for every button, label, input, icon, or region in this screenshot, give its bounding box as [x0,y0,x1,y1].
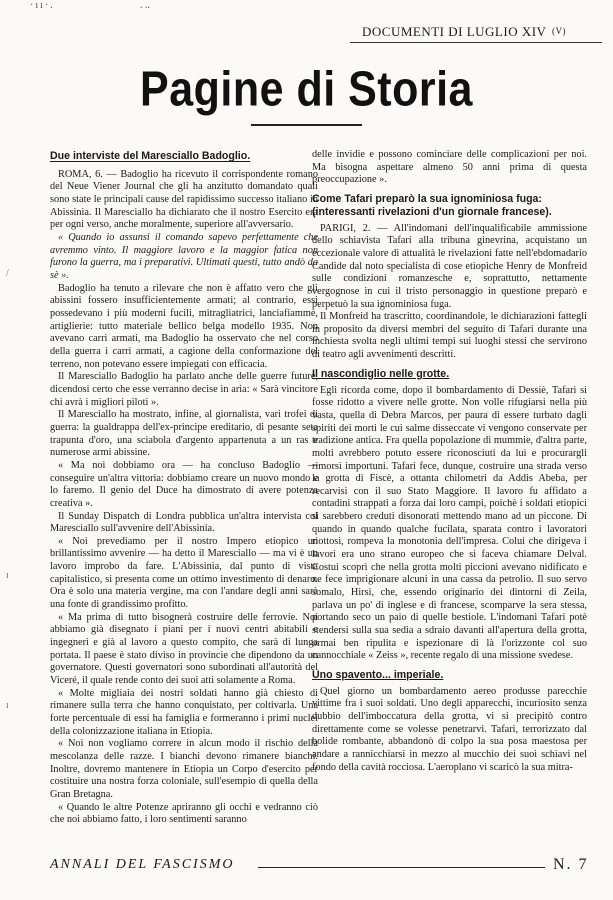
article-heading: Come Tafari preparò la sua ignominiosa fuga: (interessanti rivelazioni d'un giornale francese). [312,192,552,218]
continuation-paragraph: delle invidie e possono cominciare delle complicazioni per noi. Ma bisogna aspettare almeno 50 anni prima di questa preoccupazione ». [312,149,587,186]
subheading: Uno spavento... imperiale. [312,669,444,682]
paragraph: « Molte migliaia dei nostri soldati hanno già chiesto di rimanere sulla terra che hanno conquistato, per coltivarla. Una forte percentuale di essi ha famiglia e formeranno i primi nuclei della colonizzazione italiana in Etiopia. [50,687,318,737]
paragraph: Quel giorno un bombardamento aereo produsse parecchie vittime fra i suoi soldati. Uno degli apparecchi, incuriosito senza dubbio dell'imboccatura della grotta, vi si precipitò contro direttamente come se volesse penetrarvi. Tafari, terrorizzato dal bolide rombante, abbandonò di colpo la sua posa maestosa per andare a rannicchiarsi in mezzo al mucchio dei suoi schiavi nel fondo della cavità rocciosa. L'aeroplano vi scaricò la sua mitra- [312,685,587,773]
left-column [50,150,318,827]
quote-paragraph: « Quando io assunsi il comando sapevo perfettamente che avremmo vinto. Il maggiore lavoro e la maggior fatica non furono la guerra, ma i preparativi. Ultimati questi, tutto andò da sè ». [50,232,318,282]
paragraph: Badoglio ha tenuto a rilevare che non è affatto vero che gli abissini fossero insufficientemente armati; al contrario, essi possedevano i più moderni fucili, mitragliatrici, lanciafiamme, artiglierie: tutto materiale bellico belga modello 1935. Non avevano carri armati, ma Badoglio ha osservato che nel corso della guerra i carri armati, a cagione della conformazione del terreno, non potevano essere impiegati con efficacia. [50,282,318,370]
paragraph: ROMA, 6. — Badoglio ha ricevuto il corrispondente romano del Neue Viener Journal che gli ha anzitutto domandato quali sono state le principali cause del rapidissimo successo italiano in Abissinia. Il Maresciallo ha dichiarato che il nostro Esercito era per ogni verso, anche moralmente, superiore all'avversario. [50,168,318,231]
paragraph: « Ma noi dobbiamo ora — ha concluso Badoglio — conseguire un'altra vittoria: dobbiamo creare un nuovo mondo e lo faremo. Il genio del Duce ha dimostrato di avere potenza creativa ». [50,459,318,509]
running-header [362,24,600,40]
article-heading: Due interviste del Maresciallo Badoglio. [50,150,251,162]
paragraph: « Ma prima di tutto bisognerà costruire delle ferrovie. Noi abbiamo già disegnato i piani per i nuovi centri abitabili e ingegneri e già al lavoro a questo compito, che sarà di lunga portata. Il paese è stato diviso in provincie che dipendono da un governatore. Questi governatori sono subordinati all'autorità del Viceré, il quale rende conto dei suoi atti solamente a Roma. [50,611,318,687]
right-column [312,149,587,774]
paragraph: Il Maresciallo Badoglio ha parlato anche delle guerre future, dicendosi certo che esse verranno decise in aria: « Sarà vincitore chi avrà i migliori piloti ». [50,371,318,408]
paragraph: Il Sunday Dispatch di Londra pubblica un'altra intervista col Maresciallo sull'avvenire dell'Abissinia. [50,510,318,535]
scan-mark: . .. [140,0,150,11]
paragraph: PARIGI, 2. — All'indomani dell'inqualificabile ammissione dello schiavista Tafari alla tribuna ginevrina, acquistano un eccezionale valore di attualità le rivelazioni fatte nell'ebdomadario Candide dal noto specialista di cose etiopiche Henry de Monfreid sulle condizioni romanzesche e, soprattutto, nettamente vergognose in cui il tristo personaggio in questione preparò e perpetuò la sua ignominiosa fuga. [312,222,587,310]
publication-name: ANNALI DEL FASCISMO [50,857,235,872]
paragraph: Egli ricorda come, dopo il bombardamento di Dessiè, Tafari si fosse ridotto a vivere nelle grotte. Non volle rifugiarsi nella più vasta, quella di Debra Marcos, per paura di essere turbato dagli spiriti dei morti le cui salme disseccate vi vengono conservate per tradizione antica. Fra quella popolazione di mummie, d'altra parte, molti avrebbero potuto essere riconosciuti da lui e procurargli rimorsi importuni. Tafari fece, dunque, costruire una strada verso la grotta di Fiscè, a ottanta chilometri da Addis Abeba, per recarvisi con il suo Stato Maggiore. Il lavoro fu affidato a contadini strappati a forza dai loro campi, poichè i soldati etiopici si sarebbero creduti disonorati mettendo mano ad un piccone. Di quando in quando qualche fucilata, sparata contro i lavoratori riottosi, rompeva la monotonia dell'impresa. Colui che dirigeva i lavori era uno strano europeo che si faceva chiamare Delval. Costui scoprì che nella grotta molti piccioni avevano nidificato e ne fece imprigionare alcuni in una cassa da petrolio. Il suo servo somalo, Hirsi, che, essendo originario dei dintorni di Zeila, parlava un po' di inglese e di francese, scomparve la sera stessa, portando seco un paio di quelle bestiole. L'indomani Tafari potè stendersi sulla sua sedia a sdraio davanti all'apertura della grotta, ormai ben ripulita e ispezionare di là l'orizzonte col suo cannocchiale « Zeiss », recente regalo di una missione svedese. [312,384,587,662]
scan-mark: ·ıı·. [30,0,55,11]
page-number: N. 7 [553,856,589,873]
volume-number: (V) [551,26,566,36]
page-title: Pagine di Storia [140,62,473,118]
page-footer [50,857,603,873]
paragraph: « Noi prevediamo per il nostro Impero etiopico un brillantissimo avvenire — ha detto il Maresciallo — ma vi è un lavoro improbo da fare. L'Abissinia, dal punto di vista capitalistico, si presenta come un ottimo investimento di denaro. Ora è solo una materia vergine, ma con l'andare degli anni sarà una fonte di grandissimo profitto. [50,535,318,611]
footer-rule [258,867,545,868]
running-title: DOCUMENTI DI LUGLIO XIV [362,24,547,39]
margin-mark: ı [6,570,9,581]
paragraph: Il Maresciallo ha mostrato, infine, al giornalista, vari trofei di guerra: la gualdrappa dell'ex-principe ereditario, di pesante seta trapunta d'oro, una sciabola d'argento appartenuta a un ras e numerose armi abissine. [50,409,318,459]
margin-mark: / [6,268,9,279]
paragraph: Il Monfreid ha trascritto, coordinandole, le dichiarazioni fattegli in proposito da diversi membri del seguito di Tafari durante una inchiesta svolta negli ultimi tempi sui luoghi stessi che servirono di teatro agli avvenimenti descritti. [312,311,587,361]
subheading: Il nascondiglio nelle grotte. [312,367,450,380]
margin-mark: ı [6,700,9,711]
paragraph: « Quando le altre Potenze apriranno gli occhi e vedranno ciò che noi abbiamo fatto, i loro sentimenti saranno [50,801,318,826]
header-rule [350,42,602,43]
title-rule [251,124,362,126]
paragraph: « Noi non vogliamo correre in alcun modo il rischio della mescolanza delle razze. I bianchi devono rimanere bianchi. Inoltre, dovremo mantenere in Etiopia un Corpo d'esercito per costituire una nostra forza coloniale, sull'esempio di quella della Gran Bretagna. [50,738,318,800]
